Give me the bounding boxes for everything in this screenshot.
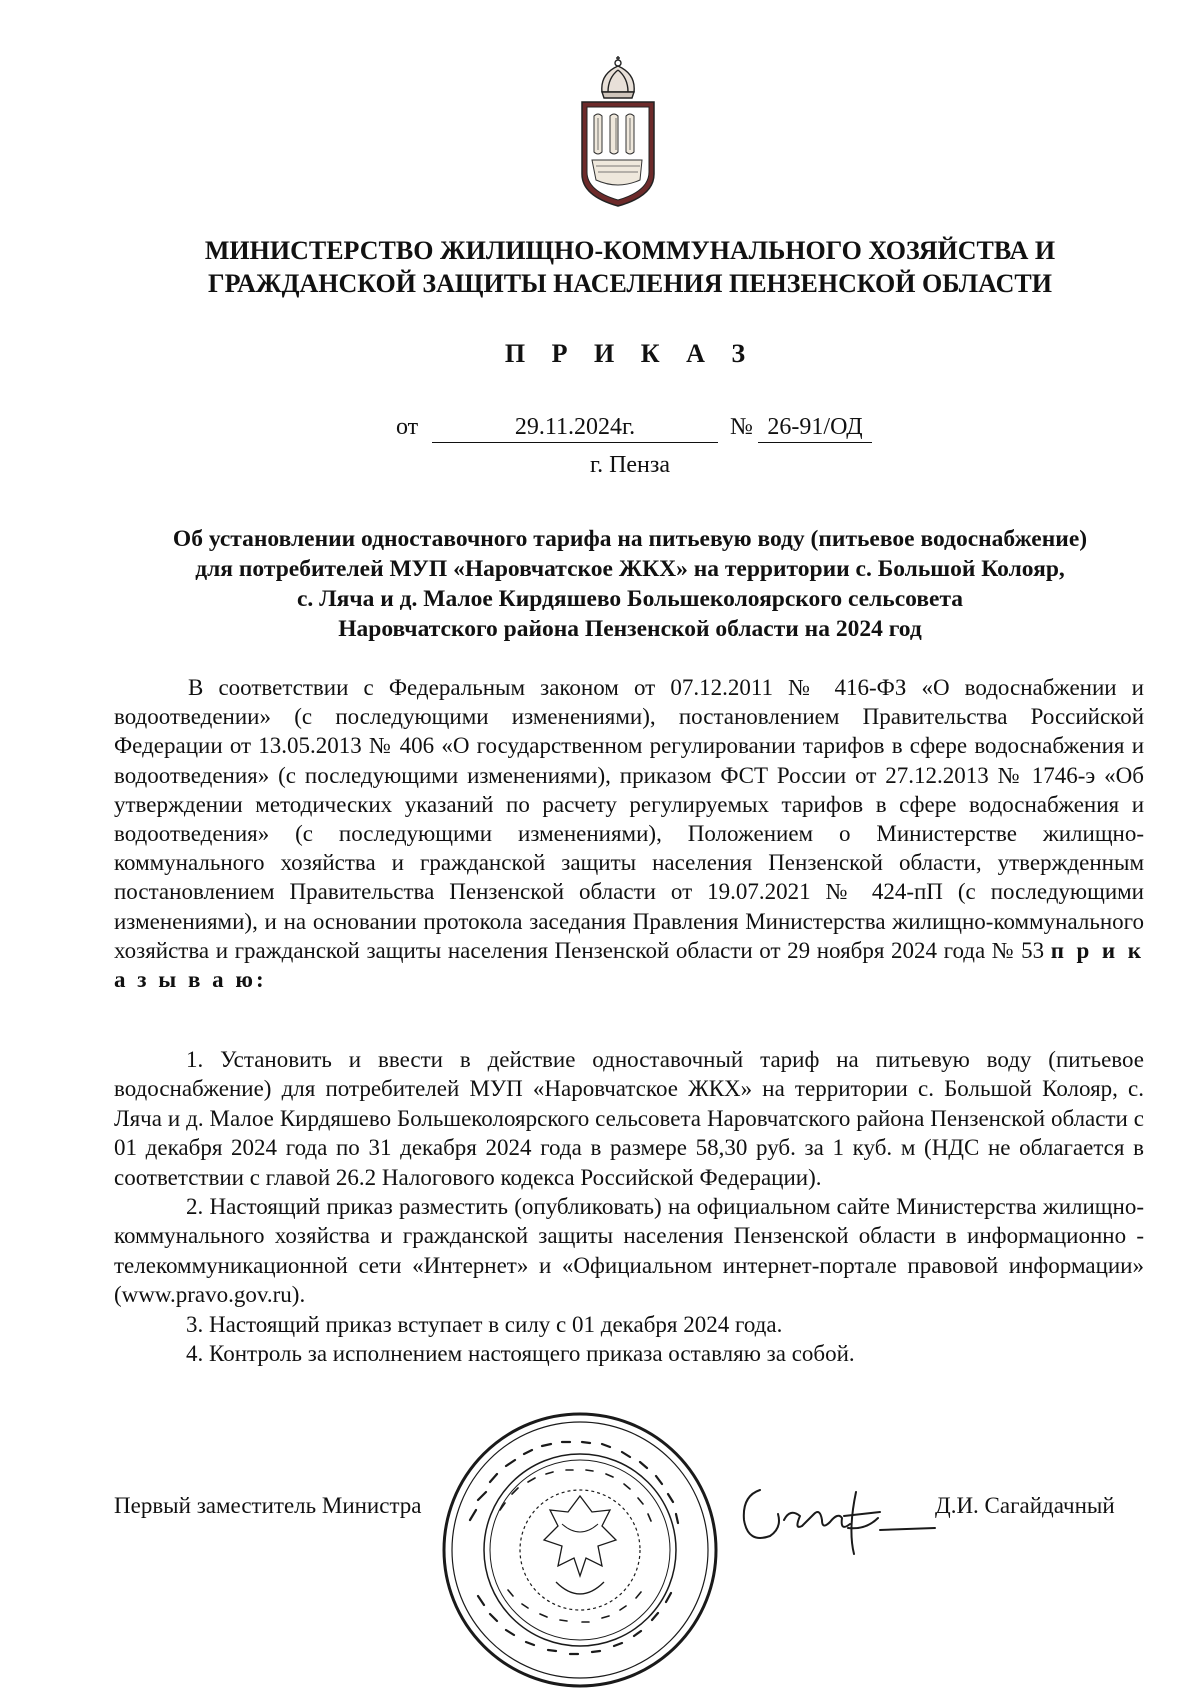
subject-line-1: Об установлении одноставочного тарифа на питьевую воду (питьевое водоснабжение) [172,526,1088,552]
subject-line-4: Наровчатского района Пензенской области на 2024 год [338,616,922,642]
organization-name [100,234,1160,300]
order-title: П Р И К А З [504,339,756,368]
order-items [114,1045,1144,1368]
order-item-2: 2. Настоящий приказ разместить (опубликовать) на официальном сайте Министерства жилищно-коммунального хозяйства и гражданской защиты населения Пензенской области в информационно - телекоммуникационной сети «Интернет» и «Официальном интернет-портале правовой информации» (www.pravo.gov.ru). [114,1194,1144,1308]
subject-line-2: для потребителей МУП «Наровчатское ЖКХ» на территории с. Большой Колояр, [195,556,1065,582]
organization-line-2: ГРАЖДАНСКОЙ ЗАЩИТЫ НАСЕЛЕНИЯ ПЕНЗЕНСКОЙ ОБЛАСТИ [208,269,1052,298]
handwritten-signature-icon [730,1470,940,1560]
order-city: г. Пенза [589,452,671,478]
order-item-1: 1. Установить и ввести в действие одноставочный тариф на питьевую воду (питьевое водоснабжение) для потребителей МУП «Наровчатское ЖКХ» на территории с. Большой Колояр, с. Ляча и д. Малое Кирдяшево Большеколоярского сельсовета Наровчатского района Пензенской области с 01 декабря 2024 года по 31 декабря 2024 года в размере 58,30 руб. за 1 куб. м (НДС не облагается в соответствии с главой 26.2 Налогового кодекса Российской Федерации). [114,1047,1144,1190]
order-word: п р и к а з ы в а ю: [114,937,1144,993]
organization-line-1: МИНИСТЕРСТВО ЖИЛИЩНО-КОММУНАЛЬНОГО ХОЗЯЙСТВА И [204,236,1056,265]
preamble-text: В соответствии с Федеральным законом от 07.12.2011 № 416-ФЗ «О водоснабжении и водоотведении» (с последующими изменениями), постановлением Правительства Российской Федерации от 13.05.2013 № 406 «О государственном регулировании тарифов в сфере водоснабжения и водоотведения» (с последующими изменениями), приказом ФСТ России от 27.12.2013 № 1746-э «Об утверждении методических указаний по расчету регулируемых тарифов в сфере водоснабжения и водоотведения» (с последующими изменениями), Положением о Министерстве жилищно-коммунального хозяйства и гражданской защиты населения Пензенской области, утвержденным постановлением Правительства Пензенской области от 19.07.2021 № 424-пП (с последующими изменениями), и на основании протокола заседания Правления Министерства жилищно-коммунального хозяйства и гражданской защиты населения Пензенской области от 29 ноября 2024 года № 53 [114,675,1144,963]
subject-line-3: с. Ляча и д. Малое Кирдяшево Большеколоярского сельсовета [296,586,964,612]
penza-coat-of-arms-icon [572,56,664,208]
order-item-3: 3. Настоящий приказ вступает в силу с 01 декабря 2024 года. [186,1311,783,1337]
preamble-paragraph [114,673,1144,994]
official-round-seal-icon [430,1400,730,1697]
order-number: 26-91/ОД [758,412,872,443]
order-subject [110,524,1150,644]
signatory-position: Первый заместитель Министра [114,1493,422,1518]
order-date: 29.11.2024г. [432,412,718,443]
date-from-label: от [396,414,419,440]
signatory-name: Д.И. Сагайдачный [935,1493,1115,1518]
number-sign: № [730,414,753,440]
order-item-4: 4. Контроль за исполнением настоящего приказа оставляю за собой. [186,1341,855,1367]
